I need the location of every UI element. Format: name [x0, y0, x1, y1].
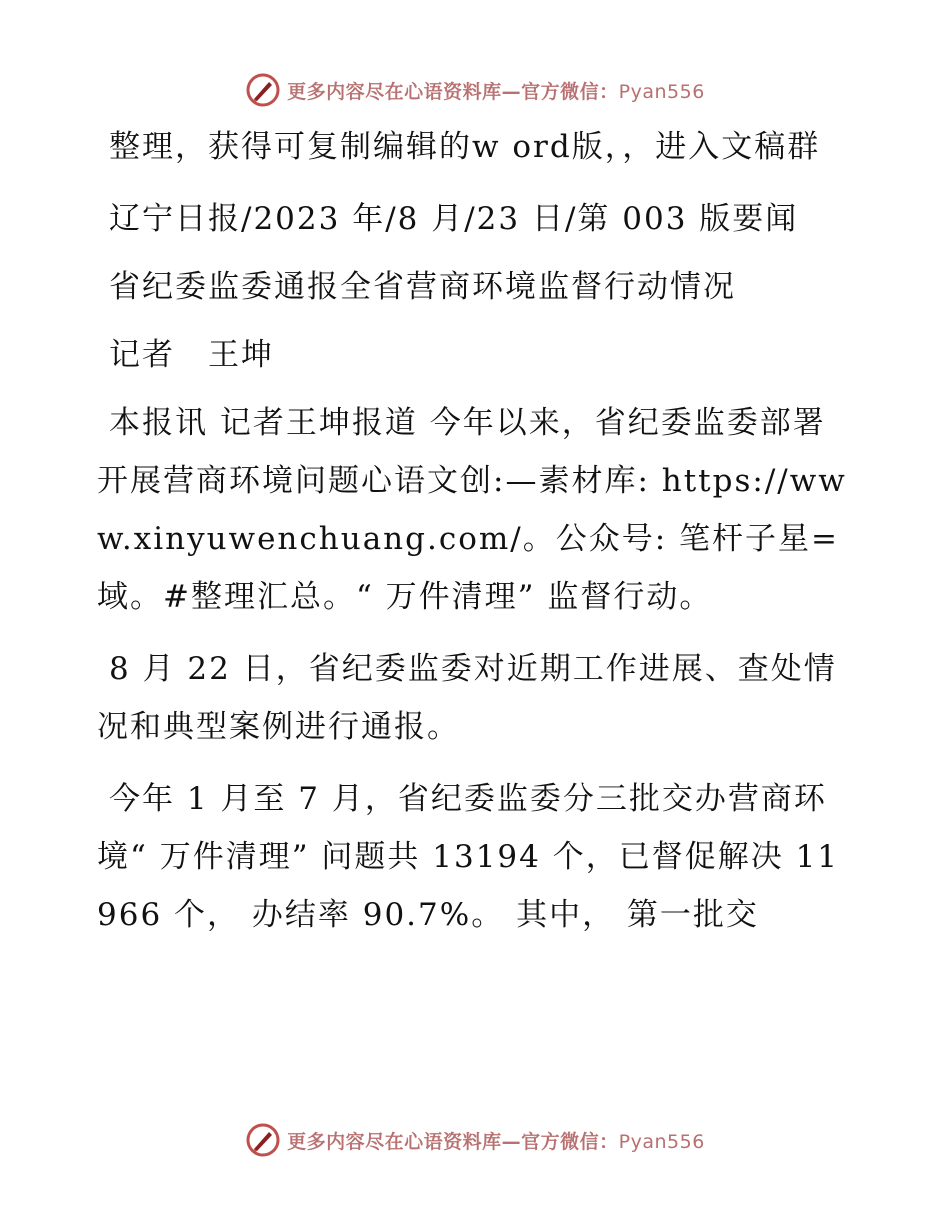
banner-text: 更多内容尽在心语资料库—官方微信：Pyan556	[287, 1130, 705, 1153]
banner-text: 更多内容尽在心语资料库—官方微信：Pyan556	[287, 80, 705, 103]
document-body	[97, 118, 857, 958]
footer-banner	[0, 1120, 950, 1160]
wechat-id: Pyan556	[618, 80, 705, 103]
header-banner	[0, 70, 950, 110]
paragraph-1: 本报讯 记者王坤报道 今年以来，省纪委监委部署开展营商环境问题心语文创:—素材库: https://www.xinyuwenchuang.com/。公众号: 笔杆子星=域。#整理汇总。“ 万件清理” 监督行动。	[97, 405, 847, 615]
intro-line: 整理，获得可复制编辑的w ord版，，进入文稿群	[109, 129, 821, 165]
pen-logo-icon	[245, 72, 281, 108]
pen-logo-icon	[245, 1122, 281, 1158]
wechat-id: Pyan556	[618, 1130, 705, 1153]
article-title: 省纪委监委通报全省营商环境监督行动情况	[109, 269, 736, 305]
source-line: 辽宁日报/2023 年/8 月/23 日/第 003 版要闻	[109, 201, 799, 237]
byline: 记者 王坤	[109, 337, 274, 373]
paragraph-2: 8 月 22 日，省纪委监委对近期工作进展、查处情况和典型案例进行通报。	[97, 651, 837, 745]
paragraph-3: 今年 1 月至 7 月，省纪委监委分三批交办营商环境“ 万件清理” 问题共 13194 个，已督促解决 11966 个， 办结率 90.7%。 其中， 第一批交	[97, 781, 840, 933]
